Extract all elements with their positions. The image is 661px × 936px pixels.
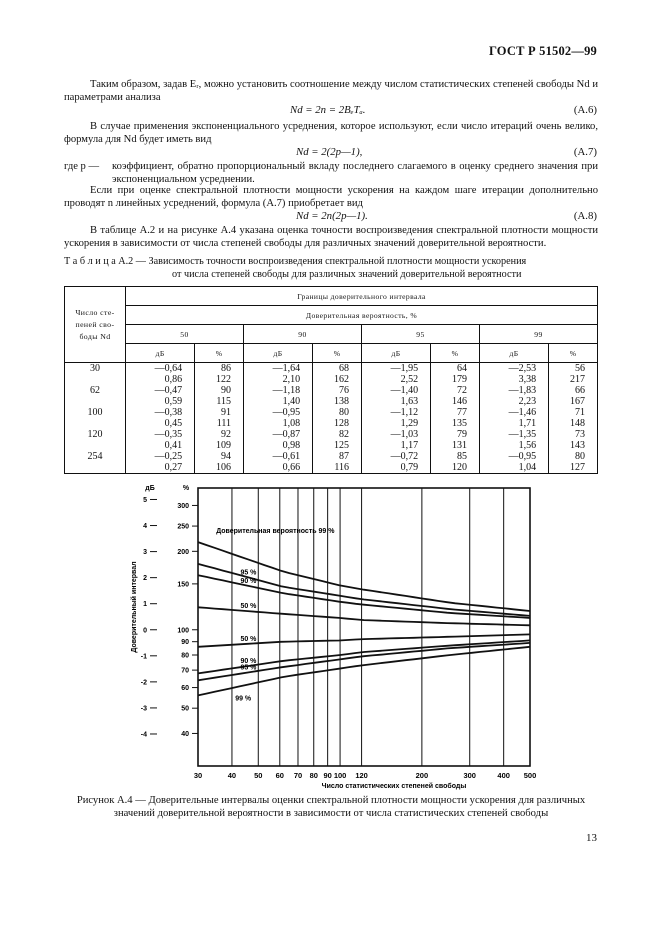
- value-cell: 1,63: [361, 396, 430, 407]
- table-caption-line2: от числа степеней свободы для различных значений доверительной вероятности: [172, 268, 522, 280]
- unit-header: дБ: [126, 344, 195, 363]
- x-tick-label: 60: [275, 771, 284, 780]
- unit-header: дБ: [479, 344, 548, 363]
- value-cell: 217: [549, 374, 598, 385]
- db-tick-label: 2: [143, 575, 147, 583]
- value-cell: 72: [431, 385, 480, 396]
- pct-tick-label: 250: [177, 523, 189, 531]
- value-cell: —1,03: [361, 429, 430, 440]
- dof-cell: 254: [65, 451, 126, 462]
- value-cell: 106: [195, 462, 244, 474]
- value-cell: 90: [195, 385, 244, 396]
- value-cell: —0,47: [126, 385, 195, 396]
- prob-header-90: 90: [243, 325, 361, 344]
- value-cell: 80: [549, 451, 598, 462]
- value-cell: 73: [549, 429, 598, 440]
- value-cell: —1,18: [243, 385, 312, 396]
- value-cell: —0,87: [243, 429, 312, 440]
- series-label-99-lower: 99 %: [235, 695, 252, 703]
- db-tick-label: 4: [143, 523, 147, 531]
- db-tick-label: -1: [140, 653, 147, 661]
- value-cell: —1,64: [243, 363, 312, 375]
- prob-header-99: 99: [479, 325, 597, 344]
- value-cell: 80: [313, 407, 362, 418]
- unit-header: дБ: [361, 344, 430, 363]
- value-cell: 92: [195, 429, 244, 440]
- col-header-dof: Число сте-пеней сво-боды Nd: [65, 287, 126, 363]
- value-cell: 0,59: [126, 396, 195, 407]
- db-tick-label: 5: [143, 496, 147, 504]
- value-cell: 85: [431, 451, 480, 462]
- table-caption-label: Т а б л и ц а: [64, 256, 116, 267]
- x-tick-label: 40: [227, 771, 237, 780]
- value-cell: —1,83: [479, 385, 548, 396]
- value-cell: 0,41: [126, 440, 195, 451]
- formula-a8-number: (А.8): [573, 210, 597, 222]
- x-axis-label: Число статистических степеней свободы: [321, 783, 467, 790]
- value-cell: 116: [313, 462, 362, 474]
- value-cell: 79: [431, 429, 480, 440]
- formula-a7-number: (А.7): [573, 146, 597, 158]
- value-cell: 122: [195, 374, 244, 385]
- figure-caption: Рисунок А.4 — Доверительные интервалы оценки спектральной плотности мощности ускорения для различных значений доверительной вероятности в зависимости от числа статистических степеней свободы: [76, 795, 586, 819]
- dof-cell: 100: [65, 407, 126, 418]
- document-header: ГОСТ Р 51502—99: [488, 44, 597, 58]
- pct-tick-label: 90: [181, 639, 189, 647]
- value-cell: 109: [195, 440, 244, 451]
- value-cell: 2,52: [361, 374, 430, 385]
- value-cell: 115: [195, 396, 244, 407]
- dof-cell: 30: [65, 363, 126, 375]
- x-tick-label: 400: [497, 771, 510, 780]
- unit-header: дБ: [243, 344, 312, 363]
- value-cell: 2,10: [243, 374, 312, 385]
- value-cell: 0,27: [126, 462, 195, 474]
- table-caption-line1: А.2 — Зависимость точности воспроизведения спектральной плотности мощности ускорения: [118, 256, 527, 267]
- db-tick-label: -2: [140, 679, 147, 687]
- pct-tick-label: 50: [181, 705, 189, 713]
- paragraph-3: коэффициент, обратно пропорциональный вкладу последнего слагаемого в оценку среднего значения при экспоненциальном усреднении.: [112, 161, 598, 185]
- x-tick-label: 500: [523, 771, 537, 780]
- value-cell: 0,86: [126, 374, 195, 385]
- pct-tick-label: 300: [177, 502, 189, 510]
- value-cell: 76: [313, 385, 362, 396]
- series-label-90-upper: 90 %: [240, 577, 257, 585]
- x-tick-label: 80: [309, 771, 318, 780]
- db-tick-label: 1: [143, 601, 147, 609]
- value-cell: 125: [313, 440, 362, 451]
- value-cell: —1,40: [361, 385, 430, 396]
- value-cell: 0,45: [126, 418, 195, 429]
- db-tick-label: -4: [140, 731, 147, 739]
- value-cell: 2,23: [479, 396, 548, 407]
- value-cell: —0,95: [243, 407, 312, 418]
- value-cell: 56: [549, 363, 598, 375]
- series-annotation-99: Доверительная вероятность 99 %: [216, 528, 335, 536]
- value-cell: 135: [431, 418, 480, 429]
- pct-tick-label: 100: [177, 627, 189, 635]
- unit-header: %: [313, 344, 362, 363]
- where-label: где p —: [64, 161, 100, 172]
- y-axis-label: Доверительный интервал: [131, 561, 138, 653]
- value-cell: 111: [195, 418, 244, 429]
- page-number: 13: [586, 832, 597, 844]
- value-cell: 1,71: [479, 418, 548, 429]
- value-cell: 1,08: [243, 418, 312, 429]
- value-cell: 179: [431, 374, 480, 385]
- value-cell: —0,64: [126, 363, 195, 375]
- value-cell: —0,25: [126, 451, 195, 462]
- x-tick-label: 70: [293, 771, 303, 780]
- x-tick-label: 50: [254, 771, 263, 780]
- value-cell: 131: [431, 440, 480, 451]
- unit-header: %: [549, 344, 598, 363]
- value-cell: 120: [431, 462, 480, 474]
- prob-header-50: 50: [126, 325, 244, 344]
- value-cell: —1,35: [479, 429, 548, 440]
- value-cell: —0,72: [361, 451, 430, 462]
- value-cell: 146: [431, 396, 480, 407]
- x-tick-label: 120: [355, 771, 368, 780]
- value-cell: 148: [549, 418, 598, 429]
- paragraph-2: В случае применения экспоненциального усреднения, которое используют, если число итераций очень велико, формула для Nd будет иметь вид: [64, 121, 598, 145]
- value-cell: —0,61: [243, 451, 312, 462]
- series-label-50-lower: 50 %: [240, 635, 257, 643]
- pct-tick-label: 60: [181, 685, 189, 693]
- sub-header: Доверительная вероятность, %: [126, 306, 598, 325]
- value-cell: 1,04: [479, 462, 548, 474]
- value-cell: 66: [549, 385, 598, 396]
- paragraph-1: Таким образом, задав Eᵣ, можно установить соотношение между числом статистических степеней свободы Nd и параметрами анализа: [64, 79, 598, 103]
- value-cell: 1,29: [361, 418, 430, 429]
- pct-tick-label: 150: [177, 581, 189, 589]
- x-tick-label: 100: [333, 771, 347, 780]
- paragraph-5: В таблице А.2 и на рисунке А.4 указана оценка точности воспроизведения спектральной плотности мощности ускорения в зависимости от числа степеней свободы для различных значений доверительной вероятности.: [64, 225, 598, 249]
- db-tick-label: -3: [140, 705, 147, 713]
- formula-a6-number: (А.6): [573, 104, 597, 116]
- value-cell: 162: [313, 374, 362, 385]
- value-cell: 1,17: [361, 440, 430, 451]
- value-cell: 128: [313, 418, 362, 429]
- series-label-90-lower: 90 %: [240, 657, 257, 665]
- series-label-95-upper: 95 %: [240, 569, 257, 577]
- x-tick-label: 90: [323, 771, 332, 780]
- db-tick-label: 0: [143, 627, 147, 635]
- series-label-95-lower: 95 %: [240, 664, 257, 672]
- value-cell: 143: [549, 440, 598, 451]
- prob-header-95: 95: [361, 325, 479, 344]
- value-cell: —0,95: [479, 451, 548, 462]
- formula-a6: Nd = 2n = 2BₑTₐ.: [290, 104, 366, 116]
- pct-unit-label: %: [182, 485, 190, 492]
- value-cell: 0,66: [243, 462, 312, 474]
- formula-a7: Nd = 2(2p—1),: [296, 146, 363, 158]
- x-tick-label: 30: [193, 771, 203, 780]
- value-cell: —2,53: [479, 363, 548, 375]
- db-unit-label: дБ: [145, 485, 155, 492]
- value-cell: 86: [195, 363, 244, 375]
- unit-header: %: [195, 344, 244, 363]
- value-cell: —0,35: [126, 429, 195, 440]
- value-cell: 94: [195, 451, 244, 462]
- value-cell: 91: [195, 407, 244, 418]
- pct-tick-label: 200: [177, 548, 189, 556]
- value-cell: 138: [313, 396, 362, 407]
- value-cell: 1,40: [243, 396, 312, 407]
- dof-cell: 120: [65, 429, 126, 440]
- value-cell: —0,38: [126, 407, 195, 418]
- value-cell: —1,95: [361, 363, 430, 375]
- value-cell: 1,56: [479, 440, 548, 451]
- value-cell: —1,12: [361, 407, 430, 418]
- unit-header: %: [431, 344, 480, 363]
- value-cell: 0,79: [361, 462, 430, 474]
- group-header: Границы доверительного интервала: [126, 287, 598, 306]
- value-cell: 71: [549, 407, 598, 418]
- value-cell: 64: [431, 363, 480, 375]
- pct-tick-label: 70: [181, 667, 189, 675]
- x-tick-label: 200: [415, 771, 429, 780]
- value-cell: 77: [431, 407, 480, 418]
- value-cell: 167: [549, 396, 598, 407]
- formula-a8: Nd = 2n(2p—1).: [296, 210, 368, 222]
- value-cell: 82: [313, 429, 362, 440]
- x-tick-label: 300: [463, 771, 476, 780]
- paragraph-4: Если при оценке спектральной плотности мощности ускорения на каждом шаге итерации дополнительно проводят n линейных усреднений, формула (А.7) приобретает вид: [64, 185, 598, 209]
- series-label-50-upper: 50 %: [240, 603, 257, 611]
- pct-tick-label: 80: [181, 652, 189, 660]
- value-cell: 68: [313, 363, 362, 375]
- value-cell: —1,46: [479, 407, 548, 418]
- db-tick-label: 3: [143, 549, 147, 557]
- value-cell: 0,98: [243, 440, 312, 451]
- pct-tick-label: 40: [181, 730, 189, 738]
- value-cell: 127: [549, 462, 598, 474]
- value-cell: 87: [313, 451, 362, 462]
- dof-cell: 62: [65, 385, 126, 396]
- value-cell: 3,38: [479, 374, 548, 385]
